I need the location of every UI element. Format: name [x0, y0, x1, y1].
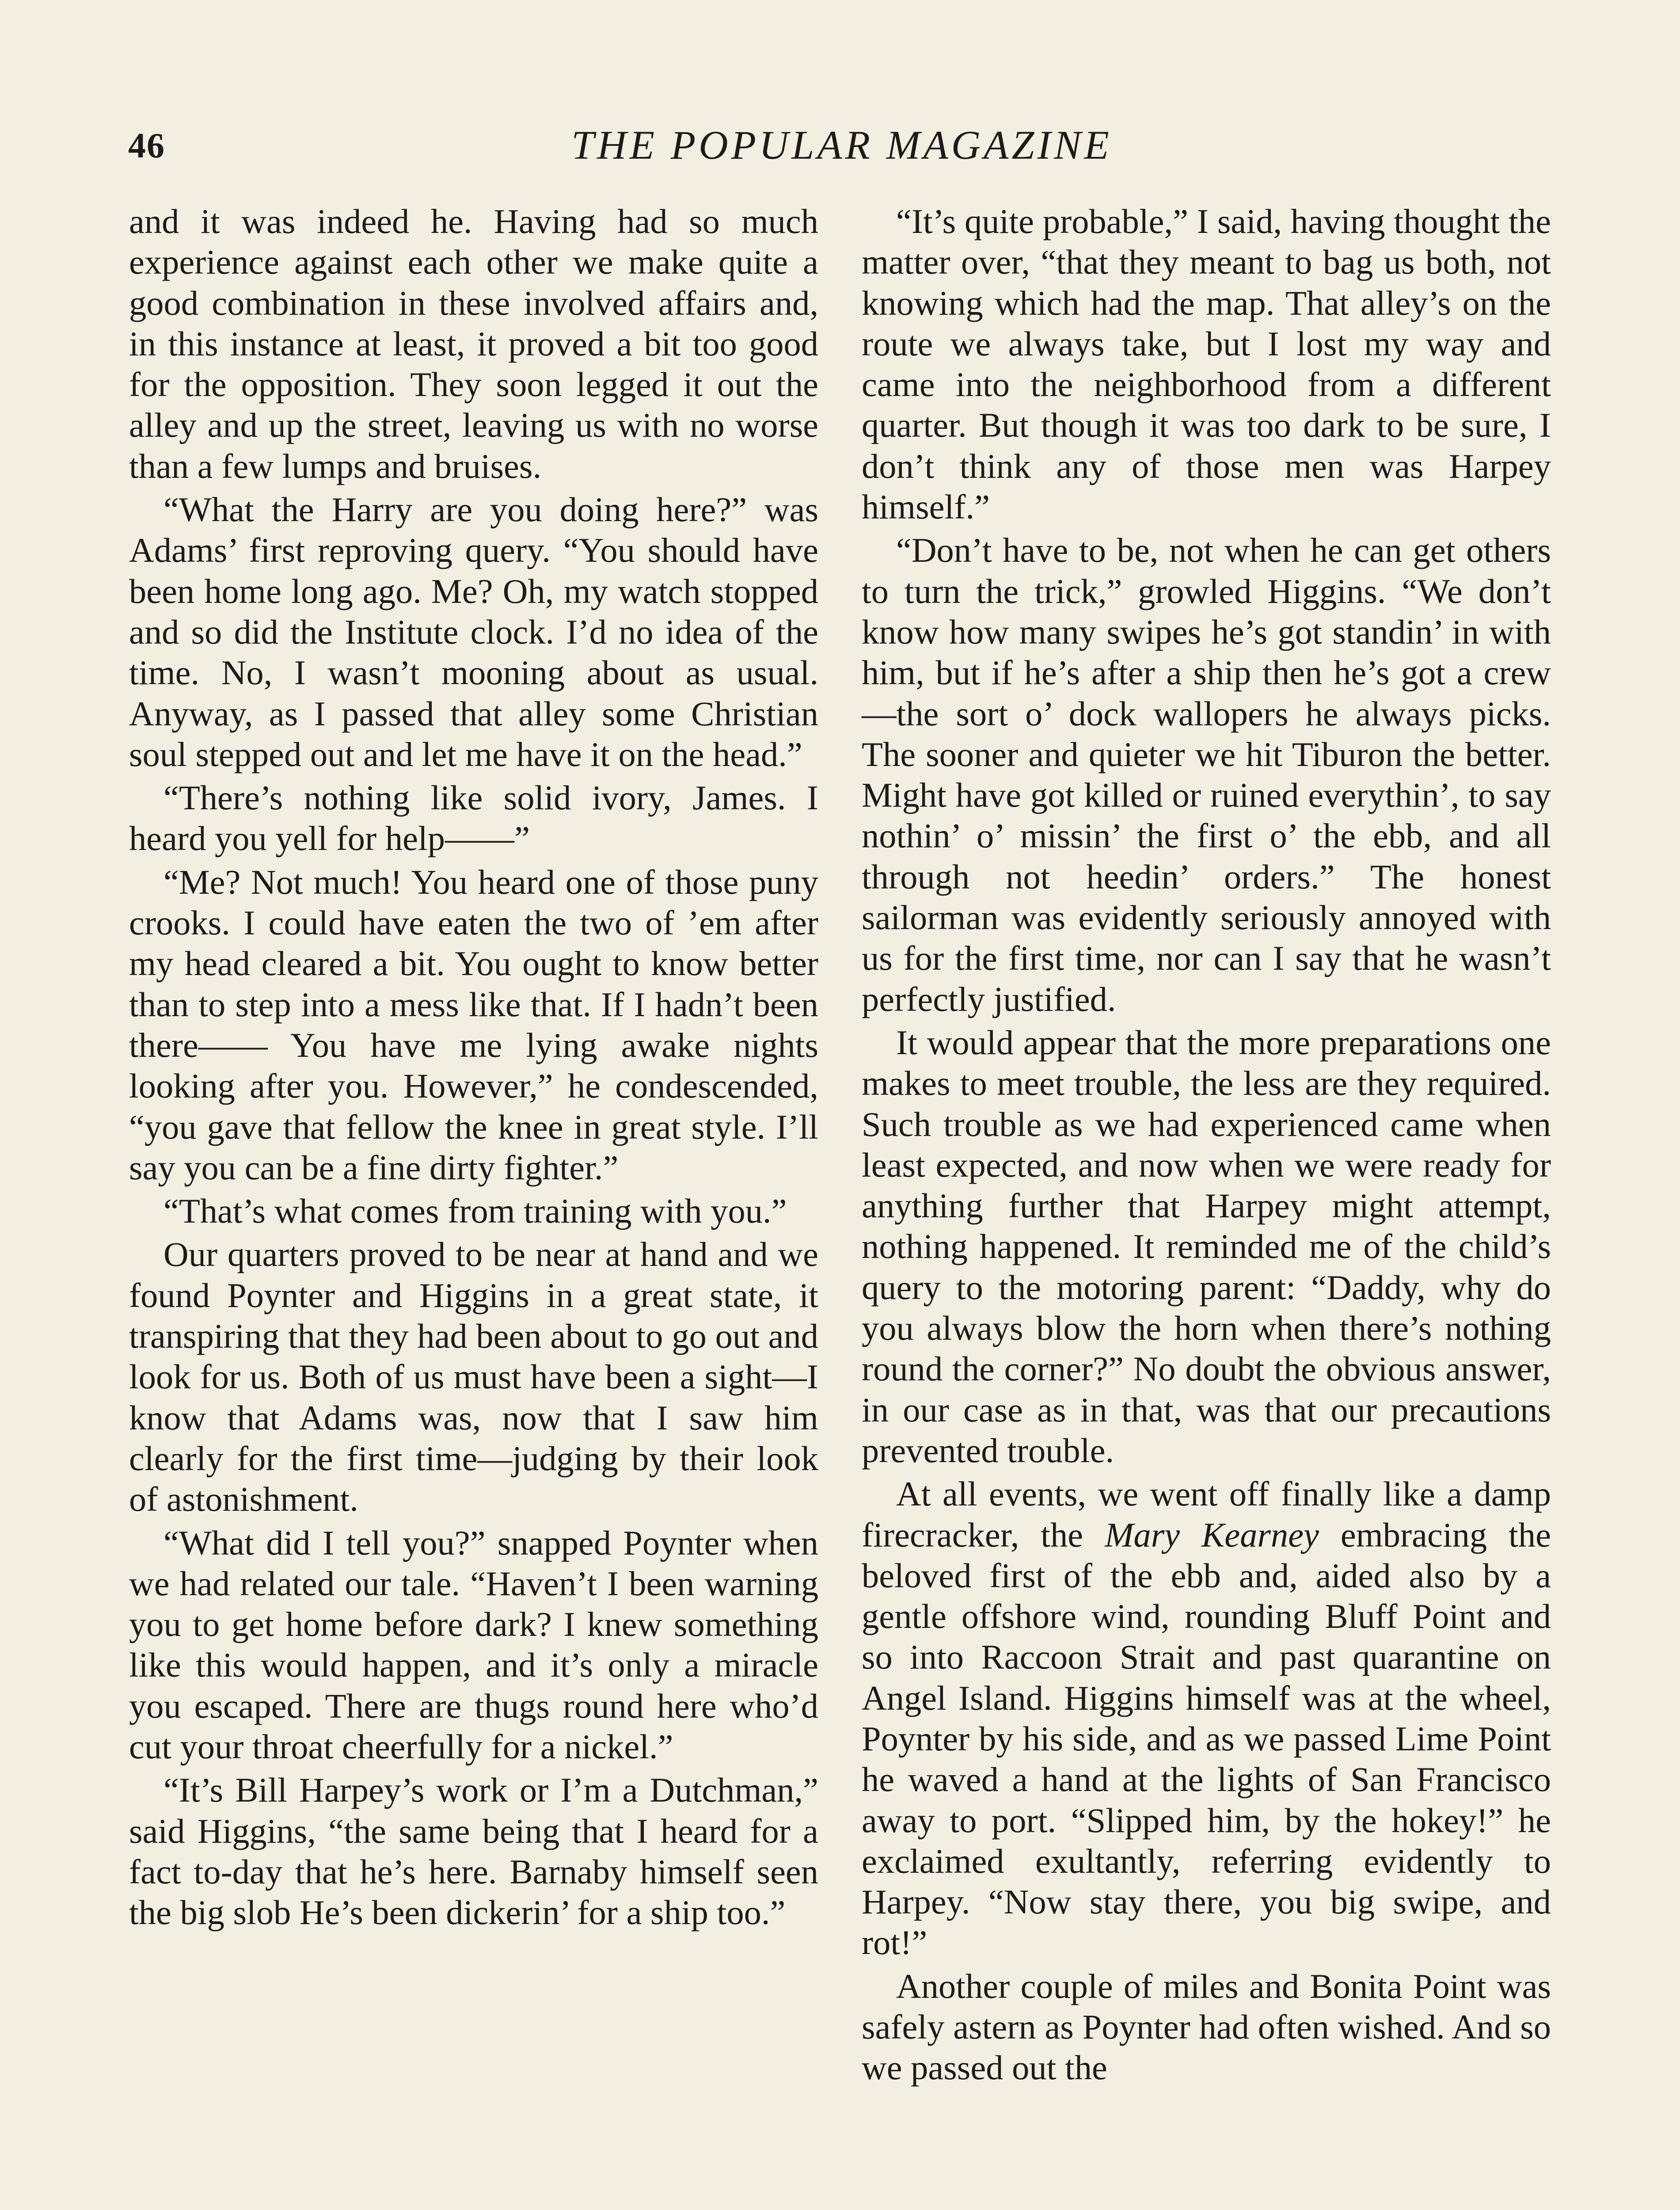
- paragraph: “Me? Not much! You heard one of those puny crooks. I could have eaten the two of ’em after my head cleared a bit. You ought to know better than to step into a mess like that. If I hadn’t been there—— You have me lying awake nights looking after you. However,” he condescended, “you gave that fellow the knee in great style. I’ll say you can be a fine dirty fighter.”: [129, 862, 818, 1187]
- paragraph: “Don’t have to be, not when he can get others to turn the trick,” growled Higgins. “We don’t know how many swipes he’s got standin’ in with him, but if he’s after a ship then he’s got a crew—the sort o’ dock wallopers he always picks. The sooner and quieter we hit Tiburon the better. Might have got killed or ruined everythin’, to say nothin’ o’ missin’ the first o’ the ebb, and all through not heedin’ orders.” The honest sailorman was evidently seriously annoyed with us for the first time, nor can I say that he wasn’t perfectly justified.: [862, 531, 1551, 1018]
- left-column: [129, 201, 818, 1936]
- page-number: 46: [128, 126, 165, 165]
- paragraph: [862, 1474, 1551, 1963]
- paragraph: and it was indeed he. Having had so much experience against each other we make quite a good combination in these involved affairs and, in this instance at least, it proved a bit too good for the opposition. They soon legged it out the alley and up the street, leaving us with no worse than a few lumps and bruises.: [129, 202, 818, 485]
- paragraph-text: embracing the beloved first of the ebb and, aided also by a gentle offshore wind, rounding Bluff Point and so into Raccoon Strait and past quarantine on Angel Island. Higgins himself was at the wheel, Poynter by his side, and as we passed Lime Point he waved a hand at the lights of San Francisco away to port. “Slipped him, by the hokey!” he exclaimed exultantly, referring evidently to Harpey. “Now stay there, you big swipe, and rot!”: [862, 1515, 1551, 1962]
- paragraph: Our quarters proved to be near at hand and we found Poynter and Higgins in a great state, it transpiring that they had been about to go out and look for us. Both of us must have been a sight—I know that Adams was, now that I saw him clearly for the first time—judging by their look of astonishment.: [129, 1235, 818, 1519]
- paragraph: “It’s quite probable,” I said, having thought the matter over, “that they meant to bag us both, not knowing which had the map. That alley’s on the route we always take, but I lost my way and came into the neighborhood from a different quarter. But though it was too dark to be sure, I don’t think any of those men was Harpey himself.”: [862, 202, 1551, 526]
- right-column: [862, 201, 1551, 2091]
- page-header: [128, 113, 1555, 175]
- paragraph: It would appear that the more preparations one makes to meet trouble, the less are they required. Such trouble as we had experienced came when least expected, and now when we were ready for anything further that Harpey might attempt, nothing happened. It reminded me of the child’s query to the motoring parent: “Daddy, why do you always blow the horn when there’s nothing round the corner?” No doubt the obvious answer, in our case as in that, was that our precautions prevented trouble.: [862, 1023, 1551, 1470]
- paragraph: “There’s nothing like solid ivory, James. I heard you yell for help——”: [129, 778, 818, 858]
- running-head: THE POPULAR MAGAZINE: [571, 122, 1112, 168]
- paragraph: Another couple of miles and Bonita Point was safely astern as Poynter had often wished. And so we passed out the: [862, 1966, 1551, 2087]
- paragraph: “That’s what comes from training with you.”: [163, 1192, 787, 1231]
- paragraph: “What the Harry are you doing here?” was Adams’ first reproving query. “You should have been home long ago. Me? Oh, my watch stopped and so did the Institute clock. I’d no idea of the time. No, I wasn’t mooning about as usual. Anyway, as I passed that alley some Christian soul stepped out and let me have it on the head.”: [129, 490, 818, 774]
- paragraph-text: At all events, we went off finally like a damp firecracker, the: [862, 1475, 1551, 1554]
- paragraph: “What did I tell you?” snapped Poynter when we had related our tale. “Haven’t I been warning you to get home before dark? I knew something like this would happen, and it’s only a miracle you escaped. There are thugs round here who’d cut your throat cheerfully for a nickel.”: [129, 1523, 818, 1766]
- ship-name: Mary Kearney: [1105, 1515, 1319, 1554]
- paragraph: “It’s Bill Harpey’s work or I’m a Dutchman,” said Higgins, “the same being that I heard for a fact to-day that he’s here. Barnaby himself seen the big slob He’s been dickerin’ for a ship too.”: [129, 1771, 818, 1932]
